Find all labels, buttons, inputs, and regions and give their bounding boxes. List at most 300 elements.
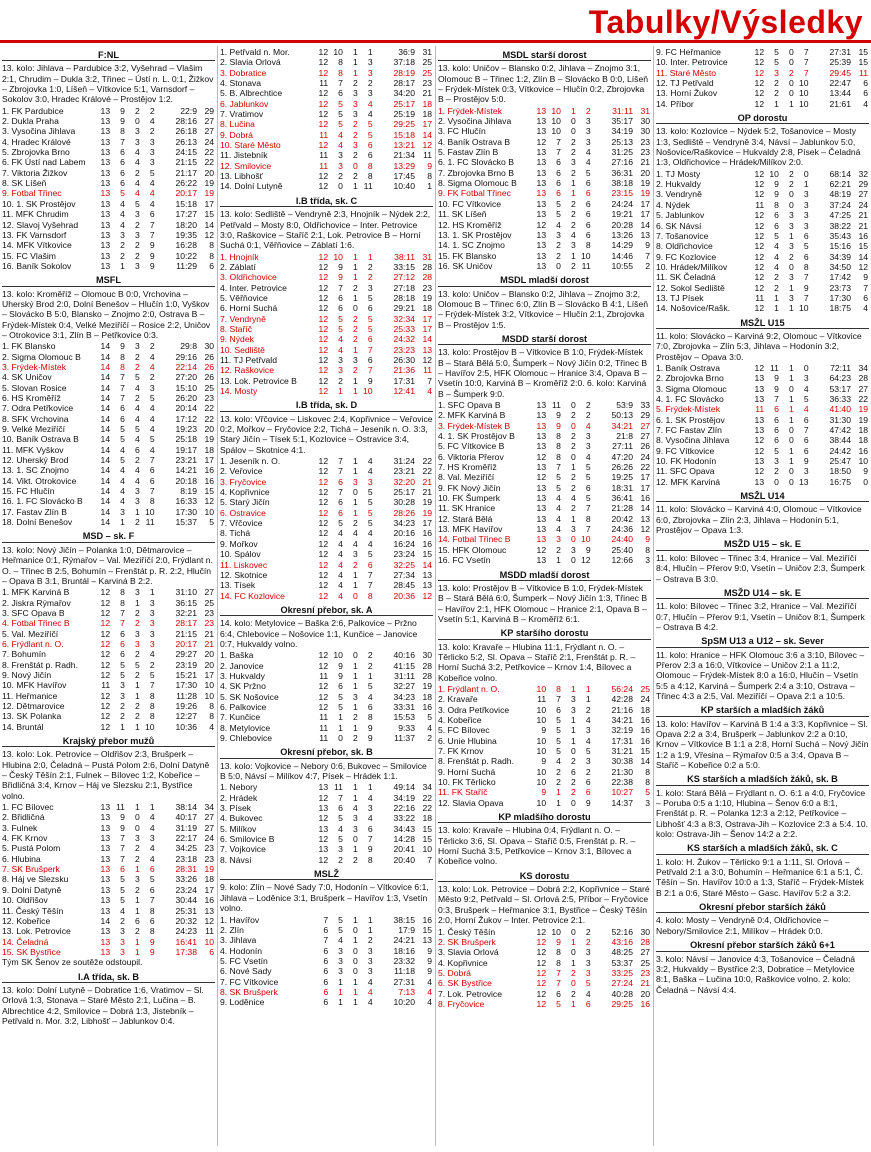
wins: 4 <box>774 251 779 262</box>
table-row <box>220 487 433 497</box>
draws: 1 <box>352 386 358 396</box>
draws: 3 <box>570 240 576 251</box>
wins: 5 <box>338 924 343 935</box>
losses: 4 <box>367 456 373 467</box>
draws: 0 <box>788 261 794 272</box>
wins: 10 <box>551 926 561 937</box>
league-section <box>438 628 651 808</box>
team-name: 10. FK Šumperk <box>438 493 501 504</box>
score: 22:17 <box>175 833 197 844</box>
wins: 6 <box>556 704 561 715</box>
draws: 4 <box>134 147 140 158</box>
points: 7 <box>427 854 432 865</box>
losses: 4 <box>367 792 373 803</box>
played: 13 <box>100 126 111 137</box>
team-name: 12. Smilovice <box>220 160 272 171</box>
score: 10:22 <box>175 250 197 261</box>
team-name: 14. Mosty <box>220 386 258 396</box>
points: 23 <box>640 136 650 147</box>
points: 27 <box>204 116 214 127</box>
score: 34:25 <box>175 843 197 854</box>
table-row <box>220 692 433 702</box>
wins: 4 <box>120 496 125 507</box>
table-row <box>438 400 651 410</box>
score: 20:18 <box>175 475 197 486</box>
draws: 2 <box>352 334 358 345</box>
score: 32:27 <box>393 681 415 692</box>
wins: 5 <box>556 209 561 220</box>
played: 12 <box>754 241 765 252</box>
team-name: 9. Horní Suchá <box>438 766 496 777</box>
played: 12 <box>536 998 547 1009</box>
played: 12 <box>754 67 765 78</box>
losses: 2 <box>367 650 373 661</box>
round-results: 13. kolo: Vojkovice – Nebory 0:6, Bukovec – Smilovice B 5:0, Návsí – Milíkov 4:7, Písek – Hrádek 1:1. <box>220 760 427 782</box>
losses: 5 <box>585 167 591 178</box>
losses: 5 <box>585 472 591 483</box>
table-row <box>220 57 433 67</box>
team-name: 8. Vysočina Jihlava <box>656 435 730 446</box>
played: 12 <box>100 649 111 660</box>
draws: 4 <box>134 434 140 445</box>
losses: 9 <box>149 240 155 251</box>
losses: 3 <box>149 628 155 639</box>
score: 32:19 <box>611 725 633 736</box>
score: 34:21 <box>611 714 633 725</box>
score: 27:31 <box>829 47 851 57</box>
wins: 4 <box>338 580 343 591</box>
team-name: 12. Slavia Opava <box>438 797 504 808</box>
played: 13 <box>536 493 547 504</box>
points: 16 <box>204 465 214 476</box>
played: 13 <box>536 431 547 442</box>
points: 23 <box>422 282 432 293</box>
table-row <box>438 524 651 534</box>
team-name: 4. SK Uničov <box>2 372 52 383</box>
draws: 0 <box>570 926 576 937</box>
wins: 8 <box>556 441 561 452</box>
league-title: MSD – sk. F <box>2 531 215 542</box>
wins: 6 <box>120 864 125 875</box>
score: 23:32 <box>393 955 415 966</box>
table-row <box>220 539 433 549</box>
table-row <box>438 777 651 787</box>
team-name: 4. Stonava <box>220 78 262 89</box>
wins: 3 <box>338 160 343 171</box>
team-name: 10. MFK Havířov <box>2 680 67 691</box>
played: 10 <box>536 777 547 788</box>
score: 21:61 <box>829 98 851 109</box>
played: 12 <box>318 354 329 365</box>
round-results: 13. kolo: Lok. Petrovice – Oldřišov 2:3, Brušperk – Hlubina 2:0, Čeladná – Pustá Polom 2:6, Dolní Datyně – Český Těšín 2:1, Fulnek – Bílovec 1:2, Kobeřice – Břidličná 3:4, Krnov – Háj ve Slezsku 2:1, Bystřice volno. <box>2 749 210 801</box>
losses: 5 <box>367 487 373 498</box>
points: 32 <box>858 168 868 179</box>
played: 13 <box>536 420 547 431</box>
team-name: 10. FK Těrlicko <box>438 777 496 788</box>
points: 21 <box>858 220 868 231</box>
table-row <box>656 293 869 303</box>
section-note: Tým SK Šenov ze soutěže odstoupil. <box>2 957 143 968</box>
draws: 3 <box>134 260 140 271</box>
points: 11 <box>205 926 214 937</box>
score: 50:13 <box>611 410 633 421</box>
played: 13 <box>536 410 547 421</box>
score: 37:24 <box>829 199 851 210</box>
draws: 4 <box>570 229 576 240</box>
team-name: 10. Spálov <box>220 549 261 560</box>
points: 12 <box>858 261 868 272</box>
played: 14 <box>100 455 111 466</box>
draws: 2 <box>134 167 140 178</box>
wins: 1 <box>338 712 343 723</box>
losses: 2 <box>367 660 373 671</box>
team-name: 11. MFK Vyškov <box>2 444 64 455</box>
table-row <box>220 935 433 945</box>
team-name: 14. MFK Vítkovice <box>2 240 72 251</box>
team-name: 9. FC Kozlovice <box>656 251 717 262</box>
points: 13 <box>640 513 650 524</box>
points: 18 <box>204 874 214 885</box>
table-row <box>220 834 433 844</box>
team-name: 4. SK Pržno <box>220 681 266 692</box>
wins: 2 <box>556 766 561 777</box>
played: 12 <box>536 472 547 483</box>
points: 18 <box>422 813 432 824</box>
wins: 9 <box>338 670 343 681</box>
score: 18:50 <box>829 466 851 477</box>
points: 20 <box>640 167 650 178</box>
points: 17 <box>422 119 432 130</box>
losses: 1 <box>367 47 373 57</box>
draws: 3 <box>570 157 576 168</box>
points: 17 <box>204 884 214 895</box>
team-name: 14. Fotbal Třinec B <box>438 534 511 545</box>
team-name: 3. Frýdek-Místek B <box>438 420 511 431</box>
wins: 3 <box>774 456 779 467</box>
losses: 6 <box>585 229 591 240</box>
losses: 4 <box>367 976 373 987</box>
draws: 2 <box>570 787 576 798</box>
played: 13 <box>100 802 111 813</box>
league-section <box>220 747 433 865</box>
table-row <box>2 864 215 874</box>
points: 22 <box>204 147 214 158</box>
score: 25:40 <box>611 544 633 555</box>
points: 26 <box>640 441 650 452</box>
team-name: 1. Frýdek-Místek <box>438 105 502 116</box>
score: 52:16 <box>611 926 633 937</box>
draws: 2 <box>570 756 576 767</box>
wins: 2 <box>556 544 561 555</box>
score: 20:17 <box>175 638 197 649</box>
score: 23:15 <box>611 188 633 199</box>
losses: 10 <box>363 386 373 396</box>
table-row <box>438 261 651 271</box>
points: 27 <box>640 947 650 958</box>
played: 12 <box>754 88 765 99</box>
team-name: 1. Petřvald n. Mor. <box>220 47 290 57</box>
table-row <box>656 384 869 394</box>
losses: 3 <box>585 957 591 968</box>
played: 13 <box>754 456 765 467</box>
losses: 6 <box>367 559 373 570</box>
table-row <box>2 476 215 486</box>
table-row <box>2 680 215 690</box>
wins: 1 <box>774 303 779 314</box>
points: 24 <box>204 833 214 844</box>
wins: 5 <box>338 813 343 824</box>
played: 11 <box>101 680 111 691</box>
played: 12 <box>318 854 329 865</box>
losses: 4 <box>149 198 155 209</box>
points: 17 <box>204 198 214 209</box>
points: 12 <box>640 524 650 535</box>
team-name: 5. Starý Jičín <box>220 497 270 508</box>
team-name: 7. Viktoria Žižkov <box>2 167 68 178</box>
played: 14 <box>100 496 111 507</box>
draws: 2 <box>570 472 576 483</box>
wins: 9 <box>120 341 125 352</box>
draws: 2 <box>134 884 140 895</box>
score: 29:25 <box>611 998 633 1009</box>
score: 27:24 <box>611 978 633 989</box>
score: 31:21 <box>611 746 633 756</box>
played: 12 <box>318 88 329 99</box>
wins: 10 <box>333 650 343 661</box>
wins: 4 <box>120 475 125 486</box>
team-name: 10. FK Hodonín <box>656 456 717 467</box>
played: 13 <box>536 178 547 189</box>
draws: 0 <box>570 947 576 958</box>
draws: 1 <box>788 373 794 384</box>
wins: 0 <box>338 733 343 743</box>
points: 13 <box>422 344 432 355</box>
standings-table <box>2 341 215 527</box>
points: 9 <box>427 945 432 956</box>
draws: 1 <box>134 680 140 691</box>
points: 15 <box>422 924 432 935</box>
losses: 4 <box>367 538 373 549</box>
losses: 4 <box>367 997 373 1008</box>
team-name: 2. Hrádek <box>220 792 258 803</box>
round-results: 11. kolo: Bílovec – Třinec 3:4, Hranice – Val. Meziříčí 8:4, Hlučín – Přerov 9:0, Vsetín – Uničov 2:3, Šumperk – Ostrava B 3:0. <box>656 552 865 584</box>
points: 12 <box>422 354 432 365</box>
draws: 3 <box>134 126 140 137</box>
score: 40:28 <box>611 988 633 999</box>
played: 10 <box>536 797 547 808</box>
played: 13 <box>536 400 547 410</box>
played: 14 <box>100 351 111 362</box>
points: 25 <box>640 683 650 694</box>
points: 28 <box>640 936 650 947</box>
played: 13 <box>754 373 765 384</box>
played: 12 <box>318 466 329 477</box>
score: 23:73 <box>829 282 851 293</box>
draws: 0 <box>788 88 794 99</box>
team-name: 12. Sokol Sedliště <box>656 282 725 293</box>
score: 18:75 <box>829 303 851 314</box>
table-row <box>438 116 651 126</box>
wins: 1 <box>556 787 561 798</box>
wins: 5 <box>120 884 125 895</box>
score: 53:17 <box>829 383 851 394</box>
losses: 8 <box>149 496 155 507</box>
score: 17:31 <box>393 375 415 386</box>
table-row <box>220 47 433 57</box>
score: 12:27 <box>175 711 197 722</box>
points: 16 <box>422 538 432 549</box>
league-title: MSDL starší dorost <box>438 50 651 61</box>
table-row <box>2 372 215 382</box>
table-row <box>656 221 869 231</box>
points: 2 <box>645 260 650 271</box>
losses: 6 <box>803 230 809 241</box>
table-row <box>438 694 651 704</box>
points: 9 <box>427 160 432 171</box>
team-name: 2. Hukvaldy <box>656 179 701 190</box>
table-row <box>438 462 651 472</box>
score: 24:23 <box>175 926 197 937</box>
played: 14 <box>100 393 111 403</box>
team-name: 1. Baník Ostrava <box>656 362 721 373</box>
team-name: 6. Horní Suchá <box>220 303 278 314</box>
played: 13 <box>100 833 111 844</box>
team-name: 3. Odra Petřkovice <box>438 704 510 715</box>
score: 18:20 <box>175 219 197 230</box>
team-name: 6. Unie Hlubina <box>438 735 497 746</box>
wins: 5 <box>556 746 561 756</box>
score: 16:75 <box>829 476 851 487</box>
wins: 11 <box>552 400 561 410</box>
score: 27:31 <box>393 976 415 987</box>
table-row <box>438 937 651 947</box>
table-row <box>220 376 433 386</box>
league-title: MSŽD U14 – sk. E <box>656 588 869 599</box>
table-row <box>220 723 433 733</box>
losses: 3 <box>149 597 155 608</box>
team-name: 13. Tísek <box>220 580 256 591</box>
losses: 5 <box>803 241 809 252</box>
team-name: 6. Frýdlant n. O. <box>2 638 64 649</box>
points: 26 <box>204 361 214 372</box>
losses: 6 <box>585 787 591 798</box>
draws: 2 <box>570 988 576 999</box>
wins: 5 <box>338 98 343 109</box>
wins: 3 <box>338 945 343 956</box>
played: 12 <box>318 834 329 845</box>
draws: 2 <box>352 365 358 376</box>
draws: 1 <box>352 272 358 283</box>
wins: 9 <box>774 189 779 200</box>
wins: 6 <box>120 157 125 168</box>
wins: 9 <box>556 420 561 431</box>
team-name: 8. SFK Vrchovina <box>2 413 69 424</box>
draws: 2 <box>352 712 358 723</box>
losses: 6 <box>149 465 155 476</box>
league-section <box>438 50 651 271</box>
draws: 1 <box>570 714 576 725</box>
losses: 5 <box>367 292 373 303</box>
points: 10 <box>204 506 214 517</box>
score: 11:28 <box>176 690 197 701</box>
team-name: 2. Kravaře <box>438 694 478 705</box>
wins: 2 <box>120 711 125 722</box>
score: 17:30 <box>829 292 851 303</box>
table-row <box>220 591 433 601</box>
draws: 2 <box>570 482 576 493</box>
score: 30:38 <box>611 756 633 767</box>
draws: 0 <box>352 487 358 498</box>
table-row <box>656 415 869 425</box>
played: 6 <box>323 997 329 1008</box>
losses: 5 <box>585 746 591 756</box>
wins: 3 <box>120 506 125 517</box>
score: 42:28 <box>611 694 633 705</box>
losses: 2 <box>585 410 591 421</box>
team-name: 2. SK Brušperk <box>438 936 496 947</box>
table-row <box>2 496 215 506</box>
table-row <box>220 844 433 854</box>
losses: 2 <box>585 766 591 777</box>
played: 12 <box>318 813 329 824</box>
score: 14:21 <box>175 465 197 476</box>
losses: 10 <box>145 506 155 517</box>
draws: 3 <box>134 486 140 497</box>
points: 22 <box>858 394 868 404</box>
points: 22 <box>640 462 650 473</box>
team-name: 9. Velké Meziříčí <box>2 424 66 435</box>
draws: 3 <box>352 140 358 151</box>
losses: 4 <box>149 822 155 833</box>
table-row <box>438 493 651 503</box>
score: 38:11 <box>394 251 415 262</box>
played: 12 <box>100 587 111 598</box>
losses: 9 <box>803 456 809 467</box>
losses: 13 <box>799 476 809 487</box>
losses: 6 <box>803 435 809 446</box>
played: 6 <box>323 986 329 997</box>
draws: 2 <box>352 119 358 130</box>
score: 25:17 <box>393 487 415 498</box>
wins: 4 <box>120 444 125 455</box>
round-results: 13. kolo: Kravaře – Hlubina 0:4, Frýdlant n. O. – Těrlicko 3:6, Sl. Opava – Staříč 0:5, Frenštát p. R. – Horní Suchá 3:5, Petřkovice – Krnov 3:1, Bílovec a Kobeřice volno. <box>438 825 636 867</box>
score: 20:16 <box>393 528 415 539</box>
team-name: 5. Zbrojovka Brno <box>2 147 70 158</box>
points: 13 <box>422 580 432 591</box>
table-row <box>438 431 651 441</box>
league-section <box>656 539 869 583</box>
team-name: 1. Frýdlant n. O. <box>438 683 500 694</box>
losses: 6 <box>149 209 155 220</box>
draws: 4 <box>134 157 140 168</box>
standings-table <box>438 106 651 272</box>
draws: 1 <box>788 456 794 467</box>
table-row <box>220 671 433 681</box>
points: 27 <box>204 812 214 823</box>
wins: 5 <box>774 230 779 241</box>
played: 13 <box>536 534 547 545</box>
score: 16:33 <box>175 496 197 507</box>
wins: 5 <box>556 735 561 746</box>
wins: 8 <box>120 597 125 608</box>
wins: 10 <box>333 47 343 57</box>
score: 15:16 <box>829 241 851 252</box>
table-row <box>220 252 433 262</box>
score: 21:15 <box>175 628 197 639</box>
team-name: 8. Metylovice <box>220 722 271 733</box>
score: 19:25 <box>611 472 633 483</box>
played: 12 <box>754 435 765 446</box>
